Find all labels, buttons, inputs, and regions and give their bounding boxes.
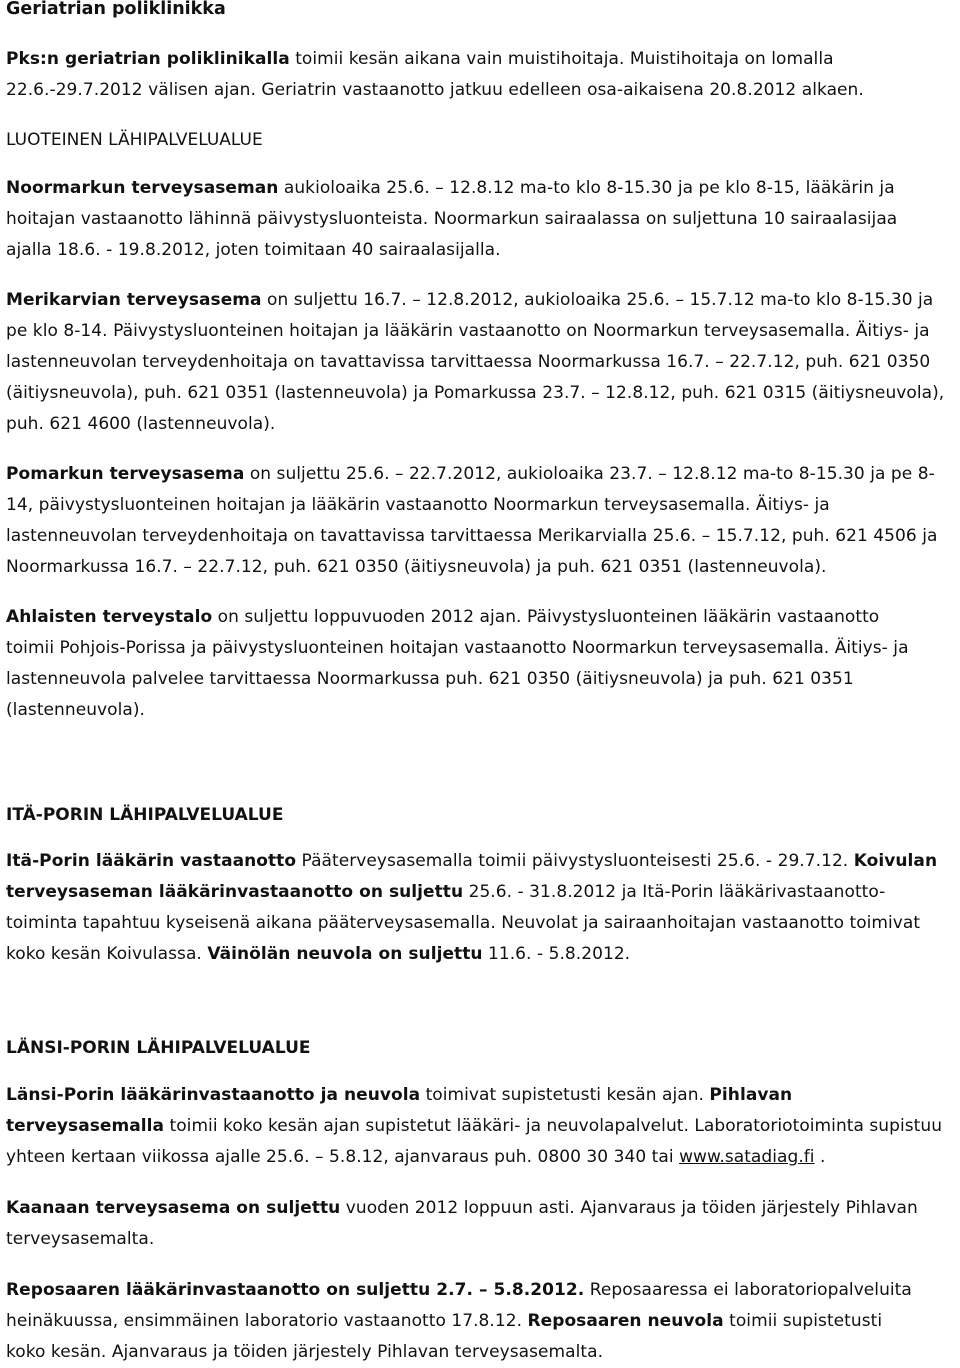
page-title: Geriatrian poliklinikka bbox=[6, 0, 226, 19]
lansi-p1-text-2: toimii koko kesän ajan supistetut lääkäri- ja neuvolapalvelut. Laboratoriotoiminta supistuu yhteen kertaan viikossa ajalle 25.6. – 5.8.12, ajanvaraus puh. 0800 30 340 tai bbox=[6, 1116, 943, 1167]
lansi-paragraph-2 bbox=[6, 1193, 926, 1255]
lansi-paragraph-3 bbox=[6, 1275, 926, 1368]
ahlainen-text: on suljettu loppuvuoden 2012 ajan. Päivystysluonteinen lääkärin vastaanotto toimii Pohjois-Porissa ja päivystysluonteinen hoitajan vastaanotto Noormarkun terveysasemalla. Äitiys- ja lastenneuvola palvelee tarvittaessa Noormarkussa puh. 621 0350 (äitiysneuvola) ja puh. 621 0351 (lastenneuvola). bbox=[6, 607, 909, 720]
section-title-luoteinen: LUOTEINEN LÄHIPALVELUALUE bbox=[6, 130, 263, 150]
geriatric-text: toimii kesän aikana vain muistihoitaja. Muistihoitaja on lomalla 22.6.-29.7.2012 välisen ajan. Geriatrin vastaanotto jatkuu edelleen osa-aikaisena 20.8.2012 alkaen. bbox=[6, 49, 864, 100]
kaanaa-bold: Kaanaan terveysasema on suljettu bbox=[6, 1198, 341, 1218]
lansi-p1-text-1: toimivat supistetusti kesän ajan. bbox=[420, 1085, 710, 1105]
ahlainen-paragraph bbox=[6, 602, 926, 726]
geriatric-paragraph bbox=[6, 44, 906, 106]
noormarkku-paragraph bbox=[6, 173, 941, 266]
noormarkku-text: aukioloaika 25.6. – 12.8.12 ma-to klo 8-15.30 ja pe klo 8-15, lääkärin ja hoitajan vastaanotto lähinnä päivystysluonteista. Noormarkun sairaalassa on suljettuna 10 sairaalasijaa ajalla 18.6. - 19.8.2012, joten toimitaan 40 sairaalasijalla. bbox=[6, 178, 898, 260]
merikarvia-bold: Merikarvian terveysasema bbox=[6, 290, 262, 310]
pomarkku-paragraph bbox=[6, 459, 948, 583]
merikarvia-text: on suljettu 16.7. – 12.8.2012, aukioloaika 25.6. – 15.7.12 ma-to klo 8-15.30 ja pe klo 8-14. Päivystysluonteinen hoitajan ja lääkärin vastaanotto on Noormarkun terveysasemalla. Äitiys- ja lastenneuvolan terveydenhoitaja on tavattavissa tarvittaessa Noormarkussa 16.7. – 22.7.12, puh. 621 0350 (äitiysneuvola), puh. 621 0351 (lastenneuvola) ja Pomarkussa 23.7. – 12.8.12, puh. 621 0315 (äitiysneuvola), puh. 621 4600 (lastenneuvola). bbox=[6, 290, 945, 434]
ita-bold-2: Koivulan terveysaseman lääkärinvastaanotto on suljettu bbox=[6, 851, 938, 902]
ita-bold-3: Väinölän neuvola on suljettu bbox=[207, 944, 483, 964]
lansi-p1-bold-2: Pihlavan terveysasemalla bbox=[6, 1085, 793, 1136]
reposaari-text-1: Reposaaressa ei laboratoriopalveluita heinäkuussa, ensimmäinen laboratorio vastaanotto 17.8.12. bbox=[6, 1280, 912, 1331]
kaanaa-text: vuoden 2012 loppuun asti. Ajanvaraus ja töiden järjestely Pihlavan terveysasemalta. bbox=[6, 1198, 918, 1249]
ita-text-3: 11.6. - 5.8.2012. bbox=[482, 944, 631, 964]
section-title-ita: ITÄ-PORIN LÄHIPALVELUALUE bbox=[6, 805, 284, 825]
pomarkku-text: on suljettu 25.6. – 22.7.2012, aukioloaika 23.7. – 12.8.12 ma-to 8-15.30 ja pe 8-14, päivystysluonteinen hoitajan ja lääkärin vastaanotto Noormarkun terveysasemalla. Äitiys- ja lastenneuvolan terveydenhoitaja on tavattavissa tarvittaessa Merikarvialla 25.6. – 15.7.12, puh. 621 4506 ja Noormarkussa 16.7. – 22.7.12, puh. 621 0350 (äitiysneuvola) ja puh. 621 0351 (lastenneuvola). bbox=[6, 464, 938, 577]
ita-text-1: Pääterveysasemalla toimii päivystysluonteisesti 25.6. - 29.7.12. bbox=[296, 851, 854, 871]
satadiag-link[interactable]: www.satadiag.fi bbox=[679, 1147, 815, 1167]
reposaari-text-2: toimii supistetusti koko kesän. Ajanvaraus ja töiden järjestely Pihlavan terveysasemalta. bbox=[6, 1311, 883, 1362]
geriatric-bold: Pks:n geriatrian poliklinikalla bbox=[6, 49, 290, 69]
lansi-paragraph-1 bbox=[6, 1080, 948, 1173]
section-title-lansi: LÄNSI-PORIN LÄHIPALVELUALUE bbox=[6, 1038, 311, 1058]
lansi-p1-bold-1: Länsi-Porin lääkärinvastaanotto ja neuvola bbox=[6, 1085, 421, 1105]
ahlainen-bold: Ahlaisten terveystalo bbox=[6, 607, 213, 627]
ita-paragraph bbox=[6, 846, 948, 970]
pomarkku-bold: Pomarkun terveysasema bbox=[6, 464, 245, 484]
ita-text-2: 25.6. - 31.8.2012 ja Itä-Porin lääkärivastaanotto-toiminta tapahtuu kyseisenä aikana pääterveysasemalla. Neuvolat ja sairaanhoitajan vastaanotto toimivat koko kesän Koivulassa. bbox=[6, 882, 921, 964]
merikarvia-paragraph bbox=[6, 285, 948, 440]
ita-bold-1: Itä-Porin lääkärin vastaanotto bbox=[6, 851, 297, 871]
reposaari-bold-2: Reposaaren neuvola bbox=[527, 1311, 724, 1331]
lansi-p1-text-3: . bbox=[814, 1147, 826, 1167]
noormarkku-bold: Noormarkun terveysaseman bbox=[6, 178, 279, 198]
reposaari-bold-1: Reposaaren lääkärinvastaanotto on suljettu 2.7. – 5.8.2012. bbox=[6, 1280, 585, 1300]
